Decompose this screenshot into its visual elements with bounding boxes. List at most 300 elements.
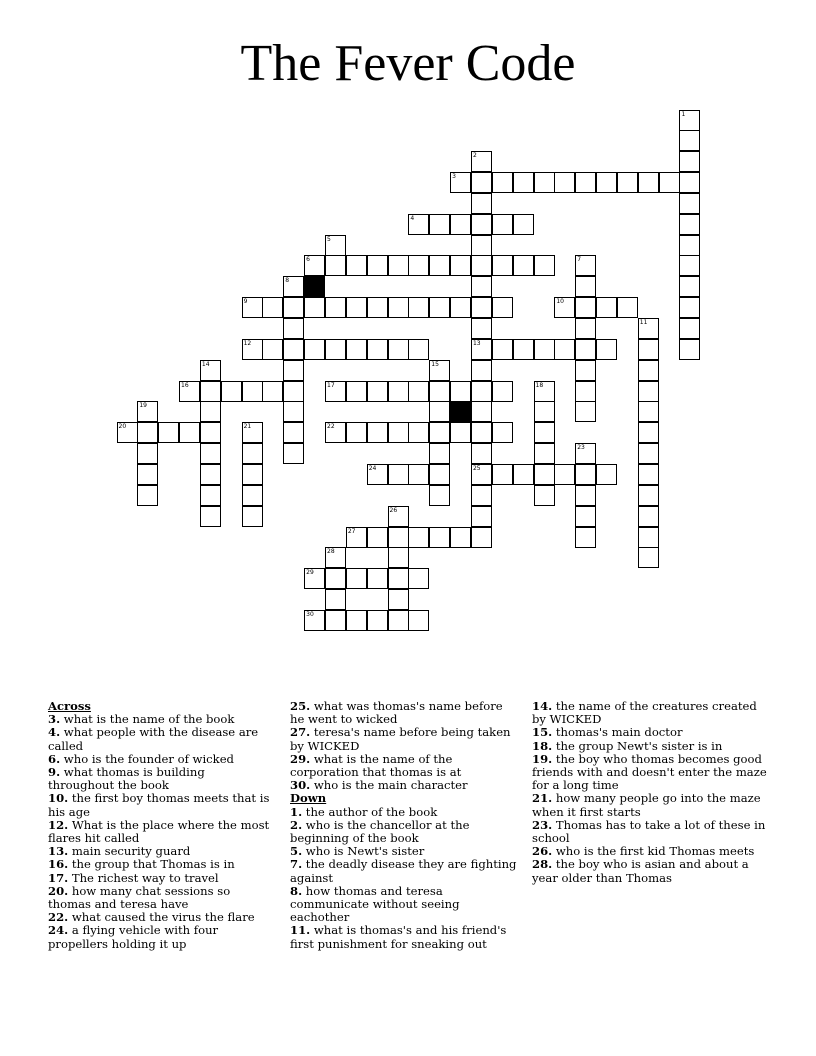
crossword-cell[interactable] <box>283 401 304 422</box>
crossword-cell[interactable] <box>242 506 263 527</box>
page-title: The Fever Code <box>240 35 576 92</box>
clue-number: 16 <box>181 381 189 389</box>
clue-item <box>290 924 520 950</box>
clue-number: 28 <box>327 548 335 556</box>
crossword-cell[interactable] <box>346 422 367 443</box>
crossword-cell[interactable] <box>596 339 617 360</box>
crossword-cell[interactable] <box>346 297 367 318</box>
crossword-cell[interactable] <box>471 360 492 381</box>
crossword-cell[interactable] <box>388 297 409 318</box>
crossword-cell[interactable] <box>596 172 617 193</box>
clue-item-number: 20. <box>48 883 69 898</box>
crossword-cell[interactable] <box>450 527 471 548</box>
crossword-cell[interactable] <box>492 422 513 443</box>
crossword-cell[interactable] <box>408 297 429 318</box>
crossword-cell[interactable] <box>283 318 304 339</box>
clue-item-text: what thomas is building throughout the book <box>48 765 205 793</box>
crossword-cell[interactable] <box>638 443 659 464</box>
clue-item <box>48 885 273 911</box>
crossword-cell[interactable] <box>492 172 513 193</box>
crossword-cell[interactable] <box>429 255 450 276</box>
crossword-cell[interactable] <box>388 547 409 568</box>
crossword-cell[interactable] <box>283 276 304 297</box>
crossword-cell[interactable] <box>283 422 304 443</box>
clue-column-3 <box>532 700 767 885</box>
crossword-cell[interactable] <box>200 422 221 443</box>
crossword-cell[interactable] <box>679 151 700 172</box>
crossword-cell[interactable] <box>471 401 492 422</box>
clue-item-number: 13. <box>48 844 69 859</box>
crossword-cell[interactable] <box>575 255 596 276</box>
crossword-cell[interactable] <box>471 422 492 443</box>
crossword-cell[interactable] <box>325 422 346 443</box>
crossword-cell[interactable] <box>429 443 450 464</box>
crossword-cell[interactable] <box>304 339 325 360</box>
crossword-cell[interactable] <box>304 255 325 276</box>
clue-item-number: 28. <box>532 857 553 872</box>
crossword-cell[interactable] <box>388 506 409 527</box>
crossword-cell[interactable] <box>471 214 492 235</box>
crossword-cell[interactable] <box>679 214 700 235</box>
crossword-cell[interactable] <box>408 381 429 402</box>
clue-item-number: 11. <box>290 923 311 938</box>
clue-number: 25 <box>472 464 481 472</box>
crossword-cell[interactable] <box>679 110 700 131</box>
clue-item <box>532 753 767 793</box>
crossword-cell[interactable] <box>575 506 596 527</box>
crossword-cell[interactable] <box>408 464 429 485</box>
crossword-cell[interactable] <box>367 568 388 589</box>
clue-item-text: what is thomas's and his friend's first punishment for sneaking out <box>290 923 507 951</box>
clue-item-number: 12. <box>48 817 69 832</box>
clue-number: 14 <box>201 360 210 368</box>
clue-item-text: the boy who is asian and about a year older than Thomas <box>532 857 749 885</box>
crossword-cell[interactable] <box>158 422 179 443</box>
clue-number: 1 <box>681 110 686 118</box>
crossword-cell[interactable] <box>534 172 555 193</box>
crossword-cell[interactable] <box>679 276 700 297</box>
crossword-cell[interactable] <box>388 610 409 631</box>
crossword-cell[interactable] <box>242 464 263 485</box>
clue-number: 19 <box>139 402 147 410</box>
crossword-cell[interactable] <box>408 527 429 548</box>
crossword-cell[interactable] <box>388 464 409 485</box>
crossword-cell[interactable] <box>429 297 450 318</box>
crossword-cell[interactable] <box>408 255 429 276</box>
clue-item-number: 22. <box>48 910 69 925</box>
crossword-cell[interactable] <box>471 235 492 256</box>
crossword-cell[interactable] <box>325 610 346 631</box>
crossword-cell[interactable] <box>534 401 555 422</box>
crossword-cell[interactable] <box>242 443 263 464</box>
crossword-cell[interactable] <box>304 568 325 589</box>
crossword-cell[interactable] <box>137 422 158 443</box>
clue-item-text: the name of the creatures created by WICKED <box>532 699 757 727</box>
crossword-cell[interactable] <box>638 360 659 381</box>
crossword-cell[interactable] <box>471 193 492 214</box>
crossword-cell[interactable] <box>200 360 221 381</box>
crossword-cell[interactable] <box>471 464 492 485</box>
clue-number: 24 <box>368 464 377 472</box>
crossword-cell[interactable] <box>575 485 596 506</box>
clue-item-number: 15. <box>532 725 553 740</box>
crossword-cell[interactable] <box>471 443 492 464</box>
crossword-cell[interactable] <box>388 568 409 589</box>
clue-item-text: who is Newt's sister <box>305 844 425 859</box>
crossword-cell[interactable] <box>325 547 346 568</box>
crossword-cell[interactable] <box>638 422 659 443</box>
crossword-cell[interactable] <box>242 485 263 506</box>
crossword-cell[interactable] <box>638 547 659 568</box>
clue-item-number: 17. <box>48 870 69 885</box>
crossword-cell[interactable] <box>408 610 429 631</box>
crossword-cell[interactable] <box>471 485 492 506</box>
crossword-cell[interactable] <box>492 255 513 276</box>
crossword-cell[interactable] <box>429 214 450 235</box>
clue-item-number: 16. <box>48 857 69 872</box>
crossword-cell[interactable] <box>617 172 638 193</box>
crossword-cell[interactable] <box>450 297 471 318</box>
crossword-cell[interactable] <box>388 255 409 276</box>
clue-number: 20 <box>118 423 127 431</box>
crossword-cell[interactable] <box>388 527 409 548</box>
crossword-cell[interactable] <box>575 527 596 548</box>
clue-number: 23 <box>577 444 585 452</box>
crossword-cell[interactable] <box>137 443 158 464</box>
crossword-cell[interactable] <box>450 214 471 235</box>
clue-item-number: 2. <box>290 817 303 832</box>
crossword-cell[interactable] <box>471 172 492 193</box>
clue-item-text: what was thomas's name before he went to wicked <box>290 699 503 727</box>
crossword-cell[interactable] <box>346 527 367 548</box>
crossword-cell[interactable] <box>638 506 659 527</box>
crossword-cell[interactable] <box>429 464 450 485</box>
crossword-cell[interactable] <box>513 464 534 485</box>
crossword-cell[interactable] <box>534 381 555 402</box>
crossword-cell[interactable] <box>596 464 617 485</box>
crossword-cell[interactable] <box>325 235 346 256</box>
crossword-cell[interactable] <box>346 568 367 589</box>
crossword-cell[interactable] <box>367 527 388 548</box>
crossword-cell[interactable] <box>534 422 555 443</box>
crossword-cell[interactable] <box>450 172 471 193</box>
clue-item <box>532 700 767 726</box>
crossword-cell[interactable] <box>408 568 429 589</box>
crossword-cell[interactable] <box>554 339 575 360</box>
crossword-cell[interactable] <box>429 422 450 443</box>
crossword-cell[interactable] <box>242 339 263 360</box>
clue-item-text: what caused the virus the flare <box>71 910 255 925</box>
crossword-cell[interactable] <box>534 255 555 276</box>
crossword-cell[interactable] <box>575 339 596 360</box>
clue-item <box>290 726 520 752</box>
crossword-cell[interactable] <box>492 297 513 318</box>
crossword-cell[interactable] <box>242 381 263 402</box>
clue-item-text: who is the first kid Thomas meets <box>555 844 755 859</box>
crossword-cell[interactable] <box>346 339 367 360</box>
crossword-cell[interactable] <box>429 401 450 422</box>
crossword-cell[interactable] <box>346 255 367 276</box>
crossword-cell[interactable] <box>367 422 388 443</box>
clue-item-text: what is the name of the book <box>63 712 235 727</box>
crossword-cell[interactable] <box>325 255 346 276</box>
crossword-cell[interactable] <box>554 172 575 193</box>
clue-item-number: 5. <box>290 844 303 859</box>
crossword-cell[interactable] <box>638 527 659 548</box>
crossword-cell[interactable] <box>221 381 242 402</box>
crossword-cell[interactable] <box>534 339 555 360</box>
clue-item-text: The richest way to travel <box>71 870 219 885</box>
crossword-cell[interactable] <box>513 214 534 235</box>
crossword-cell[interactable] <box>325 589 346 610</box>
clue-item-text: a flying vehicle with four propellers holding it up <box>48 923 219 951</box>
crossword-cell[interactable] <box>638 485 659 506</box>
crossword-cell[interactable] <box>471 506 492 527</box>
clue-item-number: 21. <box>532 791 553 806</box>
clue-number: 17 <box>327 381 335 389</box>
crossword-cell[interactable] <box>492 464 513 485</box>
clue-item-text: main security guard <box>71 844 191 859</box>
clue-item <box>290 885 520 925</box>
clue-item-text: the deadly disease they are fighting against <box>290 857 517 885</box>
clue-item <box>48 766 273 792</box>
crossword-cell[interactable] <box>534 464 555 485</box>
clue-item-text: teresa's name before being taken by WICKED <box>290 725 511 753</box>
clue-number: 10 <box>556 298 564 306</box>
crossword-cell[interactable] <box>638 339 659 360</box>
crossword-cell[interactable] <box>283 339 304 360</box>
crossword-cell[interactable] <box>513 339 534 360</box>
crossword-cell[interactable] <box>304 297 325 318</box>
crossword-cell[interactable] <box>325 339 346 360</box>
clue-item <box>48 924 273 950</box>
clue-item-text: how many chat sessions so thomas and teresa have <box>48 883 231 912</box>
clue-number: 29 <box>306 569 314 577</box>
crossword-cell[interactable] <box>429 381 450 402</box>
clue-item <box>290 858 520 884</box>
crossword-cell[interactable] <box>679 297 700 318</box>
crossword-cell[interactable] <box>471 276 492 297</box>
crossword-cell[interactable] <box>679 235 700 256</box>
clue-item-text: the group that Thomas is in <box>71 857 235 872</box>
clue-item-number: 6. <box>48 751 61 766</box>
crossword-cell[interactable] <box>471 318 492 339</box>
crossword-cell[interactable] <box>471 255 492 276</box>
crossword-cell[interactable] <box>450 255 471 276</box>
clue-item <box>532 858 767 884</box>
crossword-cell[interactable] <box>200 485 221 506</box>
crossword-cell[interactable] <box>534 485 555 506</box>
crossword-cell[interactable] <box>408 422 429 443</box>
crossword-cell[interactable] <box>346 381 367 402</box>
clue-item-text: What is the place where the most flares hit called <box>48 817 270 846</box>
clue-item-text: who is the founder of wicked <box>63 751 234 766</box>
crossword-cell[interactable] <box>283 297 304 318</box>
clue-item-number: 8. <box>290 883 303 898</box>
crossword-cell[interactable] <box>179 422 200 443</box>
crossword-cell[interactable] <box>471 297 492 318</box>
clue-item-number: 1. <box>290 804 303 819</box>
crossword-cell[interactable] <box>471 381 492 402</box>
clue-item-number: 26. <box>532 844 553 859</box>
crossword-cell[interactable] <box>554 464 575 485</box>
clue-number: 21 <box>243 423 252 431</box>
crossword-cell[interactable] <box>388 339 409 360</box>
crossword-cell[interactable] <box>388 381 409 402</box>
crossword-cell[interactable] <box>638 464 659 485</box>
crossword-cell[interactable] <box>679 318 700 339</box>
crossword-cell[interactable] <box>388 589 409 610</box>
clue-item <box>290 700 520 726</box>
clue-item-text: the first boy thomas meets that is his age <box>48 791 270 819</box>
crossword-cell[interactable] <box>575 360 596 381</box>
clue-number: 18 <box>535 381 544 389</box>
clue-item <box>290 753 520 779</box>
clue-item-text: how many people go into the maze when it first starts <box>532 791 761 819</box>
crossword-cell[interactable] <box>367 297 388 318</box>
clue-number: 13 <box>472 339 481 347</box>
crossword-cell[interactable] <box>262 381 283 402</box>
crossword-cell[interactable] <box>659 172 680 193</box>
clue-number: 15 <box>431 360 439 368</box>
crossword-cell[interactable] <box>346 610 367 631</box>
crossword-cell[interactable] <box>575 276 596 297</box>
clue-number: 12 <box>243 339 252 347</box>
crossword-cell[interactable] <box>325 381 346 402</box>
clue-item <box>290 819 520 845</box>
crossword-cell[interactable] <box>638 381 659 402</box>
crossword-cell[interactable] <box>137 485 158 506</box>
crossword-cell[interactable] <box>408 339 429 360</box>
down-heading: Down <box>290 791 327 806</box>
crossword-cell[interactable] <box>471 527 492 548</box>
clue-item <box>48 792 273 818</box>
crossword-cell[interactable] <box>575 464 596 485</box>
crossword-cell[interactable] <box>575 381 596 402</box>
clue-item <box>532 819 767 845</box>
clue-item-number: 19. <box>532 751 553 766</box>
crossword-cell[interactable] <box>492 381 513 402</box>
crossword-cell[interactable] <box>325 568 346 589</box>
crossword-cell[interactable] <box>513 255 534 276</box>
crossword-cell[interactable] <box>471 151 492 172</box>
crossword-cell[interactable] <box>408 214 429 235</box>
crossword-cell[interactable] <box>679 130 700 151</box>
clue-item <box>532 792 767 818</box>
crossword-cell[interactable] <box>367 381 388 402</box>
crossword-cell[interactable] <box>367 255 388 276</box>
crossword-cell[interactable] <box>242 297 263 318</box>
crossword-cell[interactable] <box>200 464 221 485</box>
crossword-cell[interactable] <box>575 172 596 193</box>
crossword-cell[interactable] <box>575 297 596 318</box>
clue-number: 30 <box>306 610 314 618</box>
crossword-cell[interactable] <box>575 443 596 464</box>
clue-item-text: Thomas has to take a lot of these in school <box>532 817 766 846</box>
clue-number: 11 <box>639 319 648 326</box>
crossword-cell[interactable] <box>200 443 221 464</box>
clue-item-number: 18. <box>532 738 553 753</box>
crossword-cell[interactable] <box>137 464 158 485</box>
clue-item-number: 27. <box>290 725 311 740</box>
crossword-cell[interactable] <box>283 381 304 402</box>
crossword-cell[interactable] <box>200 381 221 402</box>
crossword-cell[interactable] <box>367 610 388 631</box>
crossword-cell[interactable] <box>367 464 388 485</box>
crossword-cell[interactable] <box>450 422 471 443</box>
clue-item-number: 7. <box>290 857 303 872</box>
clue-column-2 <box>290 700 520 951</box>
crossword-cell[interactable] <box>200 401 221 422</box>
crossword-cell[interactable] <box>638 401 659 422</box>
crossword-cell[interactable] <box>534 443 555 464</box>
clue-number: 9 <box>243 298 248 306</box>
crossword-cell[interactable] <box>492 339 513 360</box>
clue-number: 26 <box>389 506 398 514</box>
crossword-cell[interactable] <box>200 506 221 527</box>
crossword-cell[interactable] <box>262 297 283 318</box>
clue-number: 27 <box>347 527 356 535</box>
clue-item-number: 14. <box>532 699 553 713</box>
crossword-cell[interactable] <box>450 381 471 402</box>
crossword-cell[interactable] <box>596 297 617 318</box>
crossword-cell[interactable] <box>679 172 700 193</box>
crossword-cell[interactable] <box>242 422 263 443</box>
crossword-cell[interactable] <box>429 360 450 381</box>
clue-item-text: thomas's main doctor <box>555 725 683 740</box>
crossword-cell[interactable] <box>367 339 388 360</box>
clue-number: 22 <box>327 423 335 431</box>
crossword-cell[interactable] <box>679 339 700 360</box>
crossword-cell[interactable] <box>304 610 325 631</box>
clue-item-number: 9. <box>48 765 61 780</box>
clue-item-number: 3. <box>48 712 61 727</box>
crossword-cell[interactable] <box>137 401 158 422</box>
crossword-cell[interactable] <box>283 360 304 381</box>
crossword-cell[interactable] <box>388 422 409 443</box>
crossword-cell[interactable] <box>575 401 596 422</box>
crossword-cell[interactable] <box>262 339 283 360</box>
clue-column-1 <box>48 700 273 951</box>
crossword-cell[interactable] <box>617 297 638 318</box>
clue-item-text: who is the chancellor at the beginning of the book <box>290 817 470 846</box>
clue-item-text: how thomas and teresa communicate without seeing eachother <box>290 883 460 925</box>
crossword-block <box>304 276 325 297</box>
crossword-cell[interactable] <box>325 297 346 318</box>
clue-item-number: 29. <box>290 751 311 766</box>
crossword-cell[interactable] <box>638 318 659 339</box>
crossword-cell[interactable] <box>638 172 659 193</box>
crossword-cell[interactable] <box>679 193 700 214</box>
clue-item-number: 4. <box>48 725 61 740</box>
clue-item-text: what is the name of the corporation that thomas is at <box>290 751 462 780</box>
crossword-cell[interactable] <box>283 443 304 464</box>
crossword-block <box>450 401 471 422</box>
crossword-cell[interactable] <box>554 297 575 318</box>
clue-number: 6 <box>306 256 310 264</box>
clue-number: 4 <box>410 214 415 222</box>
crossword-cell[interactable] <box>117 422 138 443</box>
crossword-cell[interactable] <box>492 214 513 235</box>
crossword-cell[interactable] <box>429 527 450 548</box>
crossword-cell[interactable] <box>513 172 534 193</box>
crossword-cell[interactable] <box>471 339 492 360</box>
crossword-cell[interactable] <box>179 381 200 402</box>
crossword-cell[interactable] <box>679 255 700 276</box>
crossword-cell[interactable] <box>575 318 596 339</box>
crossword-cell[interactable] <box>429 485 450 506</box>
clue-number: 3 <box>452 173 456 181</box>
